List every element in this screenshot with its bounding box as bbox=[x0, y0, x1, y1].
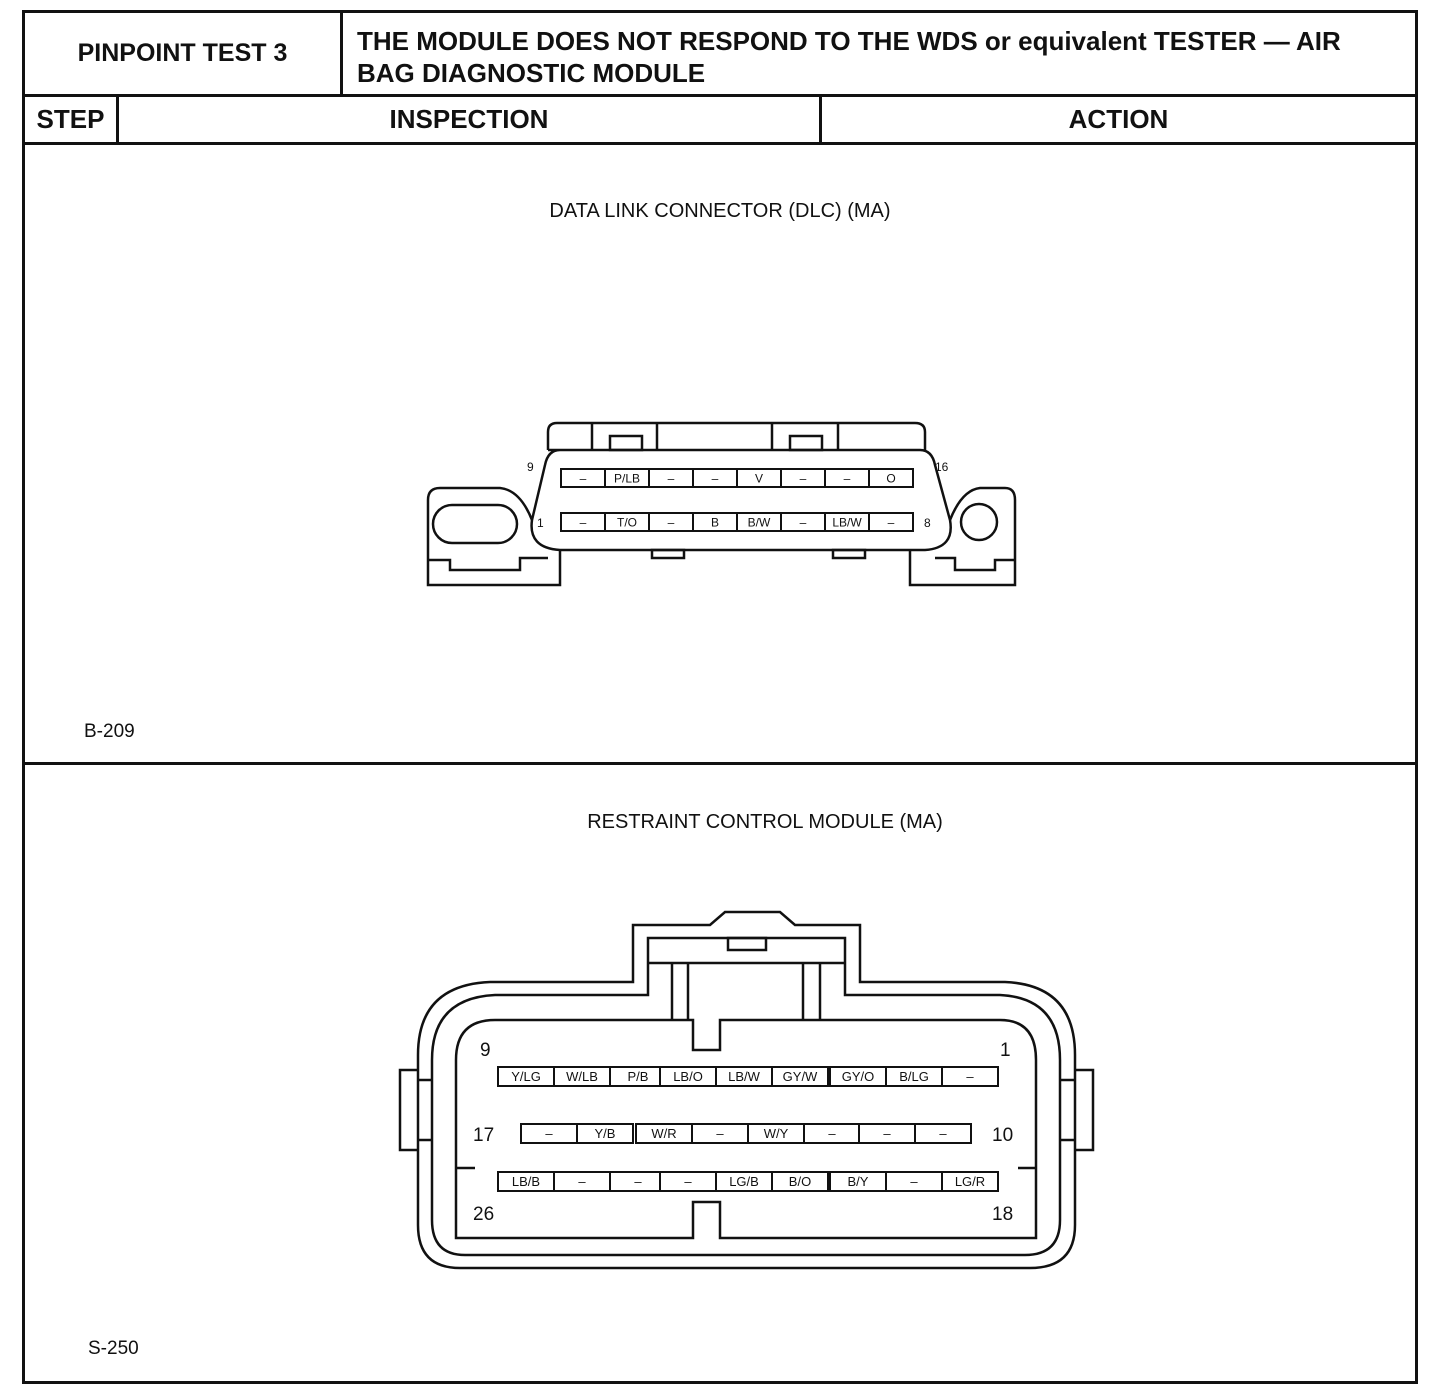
rcm-row-2 bbox=[521, 1124, 971, 1143]
rcm-r1-pin-g3-1-label: GY/O bbox=[841, 1069, 875, 1085]
dlc-top-pin-6-label: – bbox=[799, 471, 807, 486]
rcm-code: S-250 bbox=[88, 1338, 139, 1359]
rcm-connector bbox=[400, 912, 1093, 1268]
rcm-pin-26: 26 bbox=[473, 1204, 495, 1225]
rcm-r2-pin-g2-3-label: W/Y bbox=[763, 1126, 789, 1142]
column-action: ACTION bbox=[1068, 104, 1169, 134]
rcm-pin-1: 1 bbox=[1000, 1040, 1011, 1061]
rcm-r2-pin-g2-2-label: – bbox=[716, 1126, 724, 1142]
column-inspection: INSPECTION bbox=[119, 97, 822, 142]
dlc-connector bbox=[428, 423, 1015, 585]
dlc-title: DATA LINK CONNECTOR (DLC) (MA) bbox=[549, 200, 891, 222]
rcm-r3-pin-g1-2-label: – bbox=[578, 1174, 586, 1190]
rcm-r1-pin-g1-2-label: W/LB bbox=[566, 1069, 598, 1085]
rcm-pin-10: 10 bbox=[992, 1125, 1014, 1146]
column-step: STEP bbox=[25, 97, 119, 142]
dlc-bottom-pin-2-label: T/O bbox=[617, 515, 637, 530]
rcm-r1-pin-g1-1-label: Y/LG bbox=[511, 1069, 541, 1085]
rcm-r2-pin-g2-4-label: – bbox=[828, 1126, 836, 1142]
dlc-top-row bbox=[561, 469, 913, 487]
dlc-pin-1: 1 bbox=[537, 516, 544, 530]
dlc-top-pin-3-label: – bbox=[667, 471, 675, 486]
rcm-r3-pin-g1-1-label: LB/B bbox=[511, 1174, 541, 1190]
dlc-bottom-pin-1-label: – bbox=[579, 515, 587, 530]
rcm-r3-pin-g1-3-label: – bbox=[634, 1174, 642, 1190]
dlc-top-pin-4-label: – bbox=[711, 471, 719, 486]
rcm-title: RESTRAINT CONTROL MODULE (MA) bbox=[587, 811, 943, 833]
dlc-pin-9: 9 bbox=[527, 460, 534, 474]
dlc-bottom-row bbox=[561, 513, 913, 531]
rcm-row-3 bbox=[498, 1172, 998, 1191]
rcm-r1-pin-g1-3-label: P/B bbox=[627, 1069, 649, 1085]
rcm-r3-pin-g3-2-label: – bbox=[910, 1174, 918, 1190]
dlc-pin-8: 8 bbox=[924, 516, 931, 530]
dlc-top-pin-8-label: O bbox=[886, 471, 896, 486]
test-title: THE MODULE DOES NOT RESPOND TO THE WDS or equivalent TESTER — AIR BAG DIAGNOSTIC MODULE bbox=[343, 13, 1415, 97]
dlc-bottom-pin-5-label: B/W bbox=[747, 515, 771, 530]
rcm-pin-9: 9 bbox=[480, 1040, 491, 1061]
dlc-top-pin-7-label: – bbox=[843, 471, 851, 486]
rcm-r1-pin-g3-3-label: – bbox=[966, 1069, 974, 1085]
dlc-bottom-pin-3-label: – bbox=[667, 515, 675, 530]
dlc-bottom-pin-4-label: B bbox=[710, 515, 720, 530]
rcm-r2-pin-g3-2-label: – bbox=[939, 1126, 947, 1142]
rcm-r2-pin-g1-2-label: Y/B bbox=[594, 1126, 616, 1142]
dlc-bottom-pin-7-label: LB/W bbox=[832, 515, 862, 530]
rcm-r2-pin-g2-1-label: W/R bbox=[651, 1126, 677, 1142]
rcm-r3-pin-g2-1-label: – bbox=[684, 1174, 692, 1190]
rcm-pin-17: 17 bbox=[473, 1125, 495, 1146]
dlc-pin-16: 16 bbox=[935, 460, 949, 474]
test-label: PINPOINT TEST 3 bbox=[25, 13, 343, 97]
rcm-r2-pin-g1-1-label: – bbox=[545, 1126, 553, 1142]
dlc-code: B-209 bbox=[84, 721, 135, 742]
dlc-bottom-pin-6-label: – bbox=[799, 515, 807, 530]
rcm-r1-pin-g2-2-label: LB/W bbox=[728, 1069, 760, 1085]
dlc-top-pin-1-label: – bbox=[579, 471, 587, 486]
dlc-bottom-pin-8-label: – bbox=[887, 515, 895, 530]
rcm-pin-18: 18 bbox=[992, 1204, 1014, 1225]
rcm-r1-pin-g2-3-label: GY/W bbox=[782, 1069, 818, 1085]
rcm-r3-pin-g2-3-label: B/O bbox=[788, 1174, 812, 1190]
dlc-top-pin-2-label: P/LB bbox=[613, 471, 641, 486]
rcm-r3-pin-g2-2-label: LG/B bbox=[729, 1174, 759, 1190]
rcm-r1-pin-g3-2-label: B/LG bbox=[899, 1069, 929, 1085]
dlc-top-pin-5-label: V bbox=[754, 471, 764, 486]
rcm-r1-pin-g2-1-label: LB/O bbox=[673, 1069, 703, 1085]
rcm-r3-pin-g3-3-label: LG/R bbox=[954, 1174, 986, 1190]
rcm-row-1 bbox=[498, 1067, 998, 1086]
rcm-r3-pin-g3-1-label: B/Y bbox=[847, 1174, 869, 1190]
rcm-r2-pin-g3-1-label: – bbox=[883, 1126, 891, 1142]
